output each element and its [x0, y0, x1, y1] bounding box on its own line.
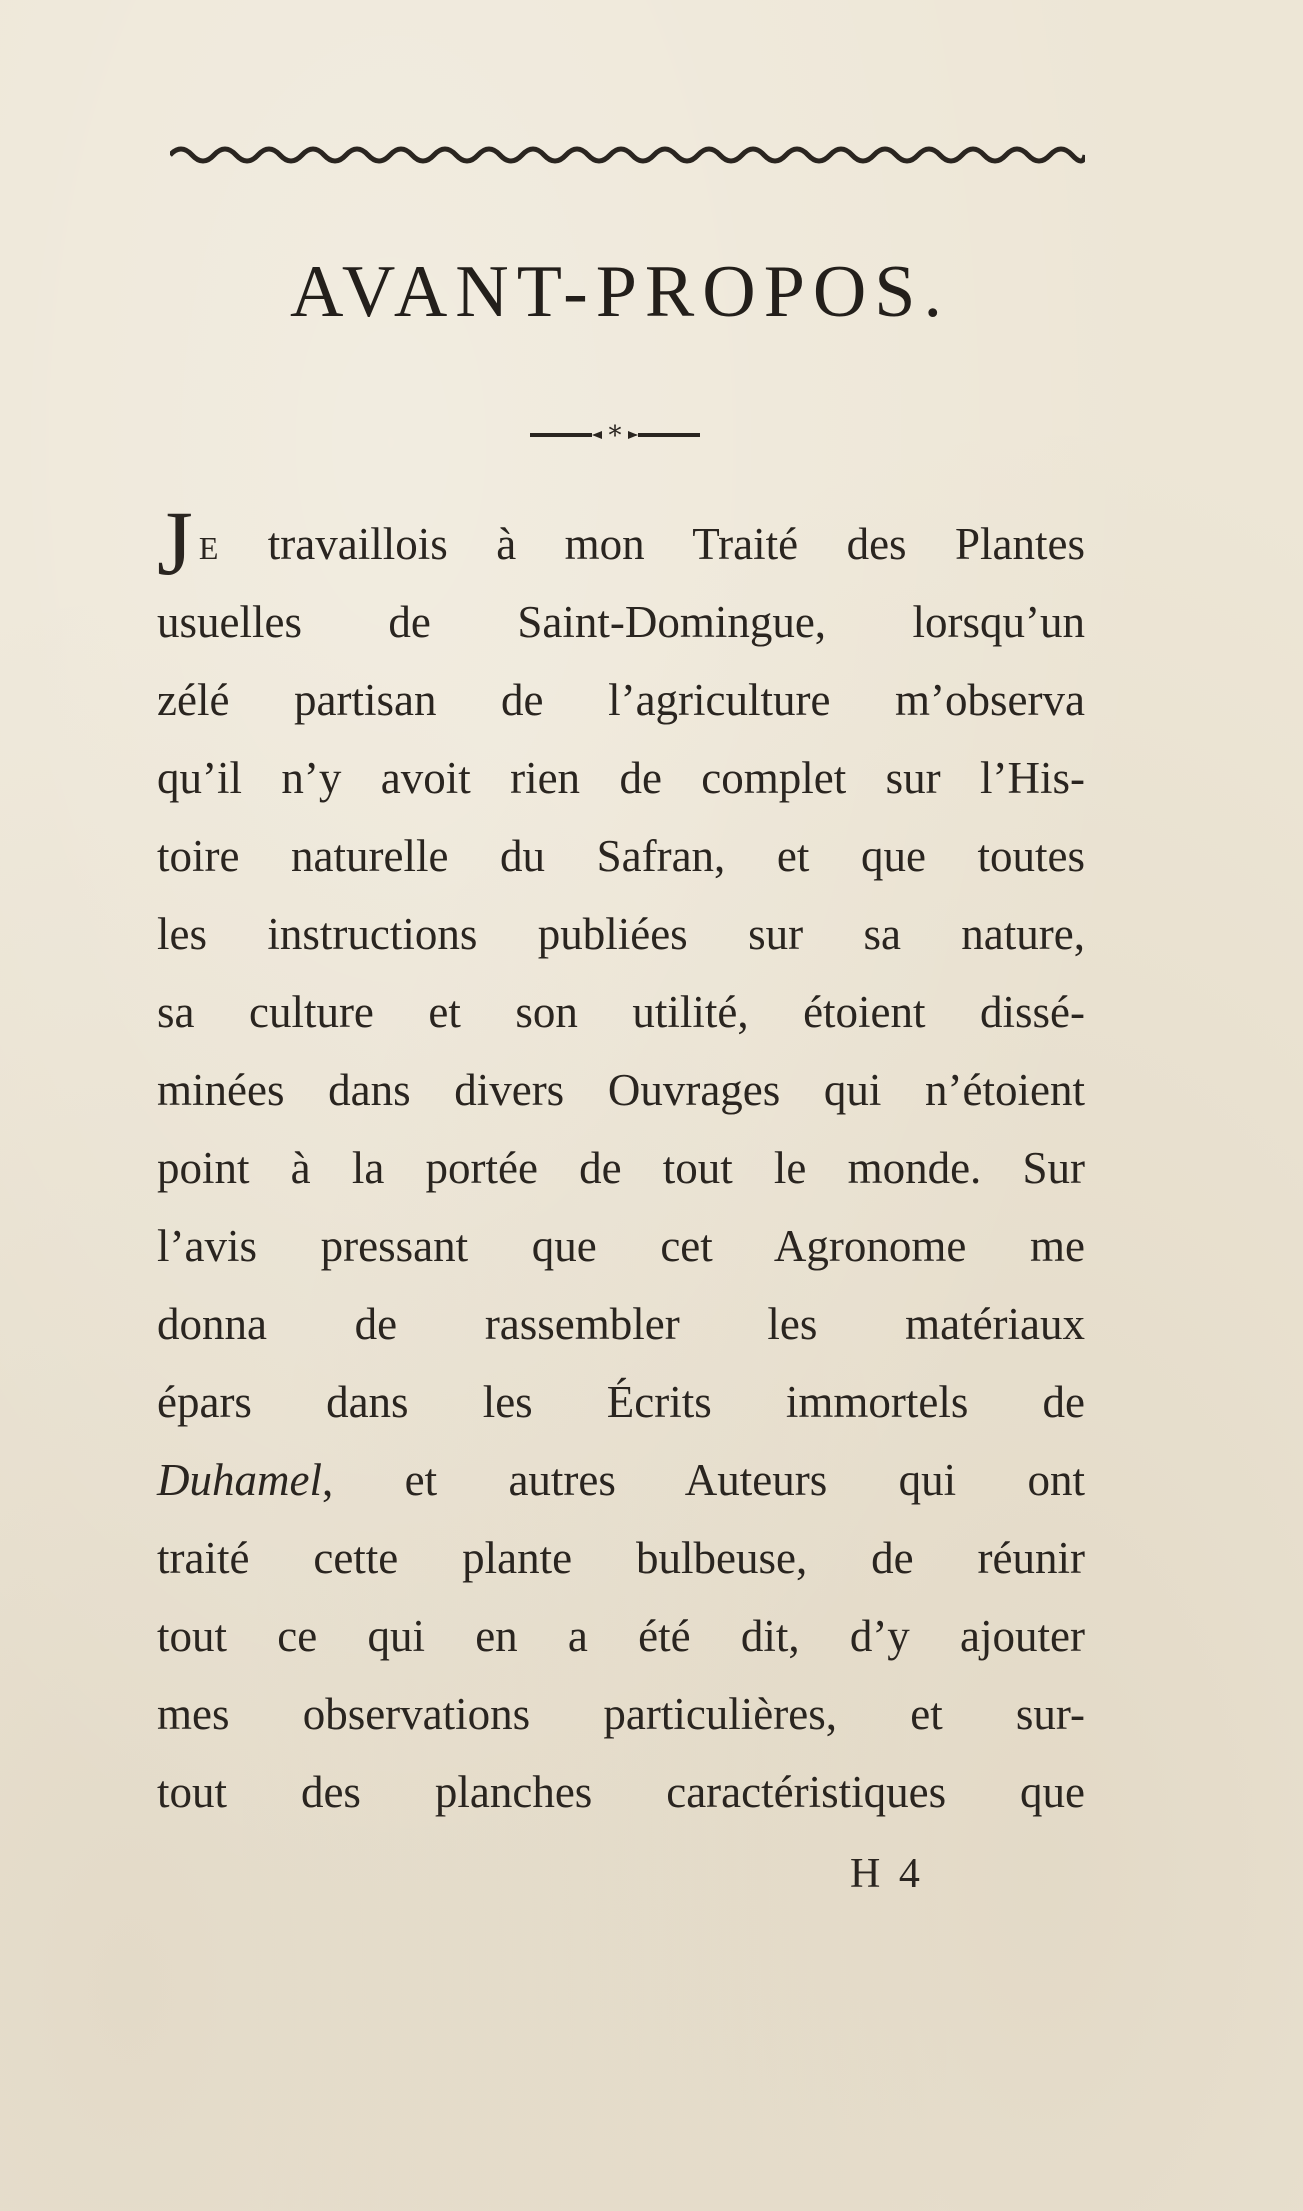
body-line — [157, 1441, 1085, 1519]
body-line: minées dans divers Ouvrages qui n’étoient — [157, 1065, 1085, 1115]
body-line: donna de rassembler les matériaux — [157, 1299, 1085, 1349]
svg-text:*: * — [608, 421, 622, 450]
body-line: les instructions publiées sur sa nature, — [157, 909, 1085, 959]
dropcap-letter: J — [157, 492, 193, 594]
wavy-rule-ornament — [170, 140, 1085, 170]
body-line: tout des planches caractéristiques que — [157, 1767, 1085, 1817]
body-line-text: travaillois à mon Traité des Plantes — [219, 519, 1085, 569]
body-line-text: , et autres Auteurs qui ont — [321, 1455, 1085, 1505]
body-line: sa culture et son utilité, étoient dissé- — [157, 987, 1085, 1037]
body-line: qu’il n’y avoit rien de complet sur l’His- — [157, 753, 1085, 803]
page-title: AVANT-PROPOS. — [290, 251, 950, 333]
body-line: traité cette plante bulbeuse, de réunir — [157, 1533, 1085, 1583]
smallcap-letter: E — [198, 530, 220, 566]
body-line: épars dans les Écrits immortels de — [157, 1377, 1085, 1427]
body-line: l’avis pressant que cet Agronome me — [157, 1221, 1085, 1271]
star-dash-divider-ornament — [530, 420, 700, 450]
body-line: mes observations particulières, et sur- — [157, 1689, 1085, 1739]
body-text — [157, 492, 1085, 1831]
body-line: toire naturelle du Safran, et que toutes — [157, 831, 1085, 881]
signature-mark: H 4 — [850, 1851, 924, 1897]
author-name: Duhamel — [157, 1455, 322, 1505]
body-line — [157, 492, 1085, 594]
body-line: zélé partisan de l’agriculture m’observa — [157, 675, 1085, 725]
body-line: usuelles de Saint-Domingue, lorsqu’un — [157, 597, 1085, 647]
body-line: point à la portée de tout le monde. Sur — [157, 1143, 1085, 1193]
body-line: tout ce qui en a été dit, d’y ajouter — [157, 1611, 1085, 1661]
